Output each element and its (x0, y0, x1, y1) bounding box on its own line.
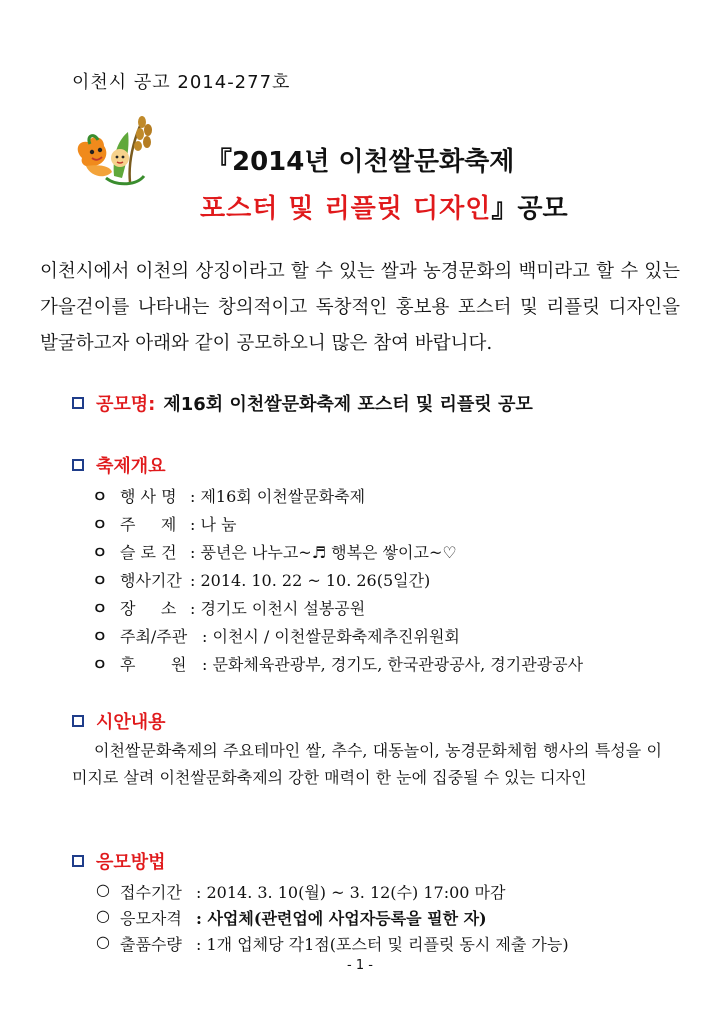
overview-label: 슬 로 건 (120, 543, 177, 562)
intro-paragraph: 이천시에서 이천의 상징이라고 할 수 있는 쌀과 농경문화의 백미라고 할 수 있는 가을걷이를 나타내는 창의적이고 독창적인 홍보용 포스터 및 리플릿 디자인을 발굴하고자 아래와 같이 공모하오니 많은 참여 바랍니다. (40, 261, 680, 354)
overview-heading-text: 축제개요 (96, 456, 166, 477)
overview-row (92, 624, 460, 647)
title-suffix: 』공모 (491, 194, 568, 224)
overview-row (92, 652, 583, 675)
method-row (96, 906, 487, 929)
method-row (96, 932, 569, 955)
square-bullet-icon (72, 715, 84, 727)
overview-row (92, 484, 365, 507)
circle-bullet-icon: ○ (96, 932, 110, 951)
contest-name-label: 공모명: (96, 394, 156, 415)
overview-row (92, 512, 236, 535)
overview-row (92, 568, 430, 591)
circle-bullet-icon: ○ (96, 906, 110, 925)
draft-description: 이천쌀문화축제의 주요테마인 쌀, 추수, 대동놀이, 농경문화체험 행사의 특성을 이미지로 살려 이천쌀문화축제의 강한 매력이 한 눈에 집중될 수 있는 디자인 (72, 741, 662, 787)
overview-value: : 경기도 이천시 설봉공원 (190, 599, 366, 618)
overview-value: : 제16회 이천쌀문화축제 (190, 487, 366, 506)
overview-value: : 문화체육관광부, 경기도, 한국관광공사, 경기관광공사 (202, 655, 584, 674)
square-bullet-icon (72, 459, 84, 471)
overview-label: 장 소 (120, 599, 177, 618)
draft-heading (72, 708, 166, 734)
square-bullet-icon (72, 397, 84, 409)
method-label: 응모자격 (120, 909, 182, 928)
method-value: : 1개 업체당 각1점(포스터 및 리플릿 동시 제출 가능) (196, 935, 569, 954)
method-heading-text: 응모방법 (96, 852, 166, 873)
circle-bullet-icon: ㅇ (92, 515, 108, 534)
overview-heading (72, 452, 166, 478)
contest-name-value: 제16회 이천쌀문화축제 포스터 및 리플릿 공모 (163, 394, 533, 415)
overview-label: 주 제 (120, 515, 177, 534)
circle-bullet-icon: ㅇ (92, 571, 108, 590)
circle-bullet-icon: ㅇ (92, 655, 108, 674)
overview-value: : 풍년은 나누고~♬ 행복은 쌓이고~♡ (190, 543, 457, 562)
method-label: 접수기간 (120, 883, 182, 902)
page-number: - 1 - (347, 958, 373, 973)
draft-heading-text: 시안내용 (96, 712, 166, 733)
overview-label: 행사기간 (120, 571, 182, 590)
overview-label: 행 사 명 (120, 487, 177, 506)
square-bullet-icon (72, 855, 84, 867)
method-value: : 2014. 3. 10(월) ~ 3. 12(수) 17:00 마감 (196, 883, 506, 902)
overview-row (92, 540, 457, 563)
notice-number: 이천시 공고 2014-277호 (72, 72, 291, 93)
title-highlight: 포스터 및 리플릿 디자인 (200, 194, 492, 224)
title-line-2 (200, 188, 568, 225)
overview-value: : 2014. 10. 22 ~ 10. 26(5일간) (190, 571, 431, 590)
method-label: 출품수량 (120, 935, 182, 954)
method-heading (72, 848, 166, 874)
festival-mascot-logo-icon (70, 106, 166, 190)
method-row (96, 880, 505, 903)
overview-value: : 이천시 / 이천쌀문화축제추진위원회 (202, 627, 460, 646)
title-line-1: 『2014년 이천쌀문화축제 (206, 147, 515, 177)
circle-bullet-icon: ㅇ (92, 487, 108, 506)
overview-label: 후 원 (120, 655, 187, 674)
overview-row (92, 596, 365, 619)
method-value: : 사업체(관련업에 사업자등록을 필한 자) (196, 909, 487, 928)
circle-bullet-icon: ㅇ (92, 599, 108, 618)
circle-bullet-icon: ○ (96, 880, 110, 899)
contest-name-section (72, 390, 533, 416)
circle-bullet-icon: ㅇ (92, 543, 108, 562)
overview-value: : 나 눔 (190, 515, 237, 534)
circle-bullet-icon: ㅇ (92, 627, 108, 646)
overview-label: 주최/주관 (120, 627, 188, 646)
